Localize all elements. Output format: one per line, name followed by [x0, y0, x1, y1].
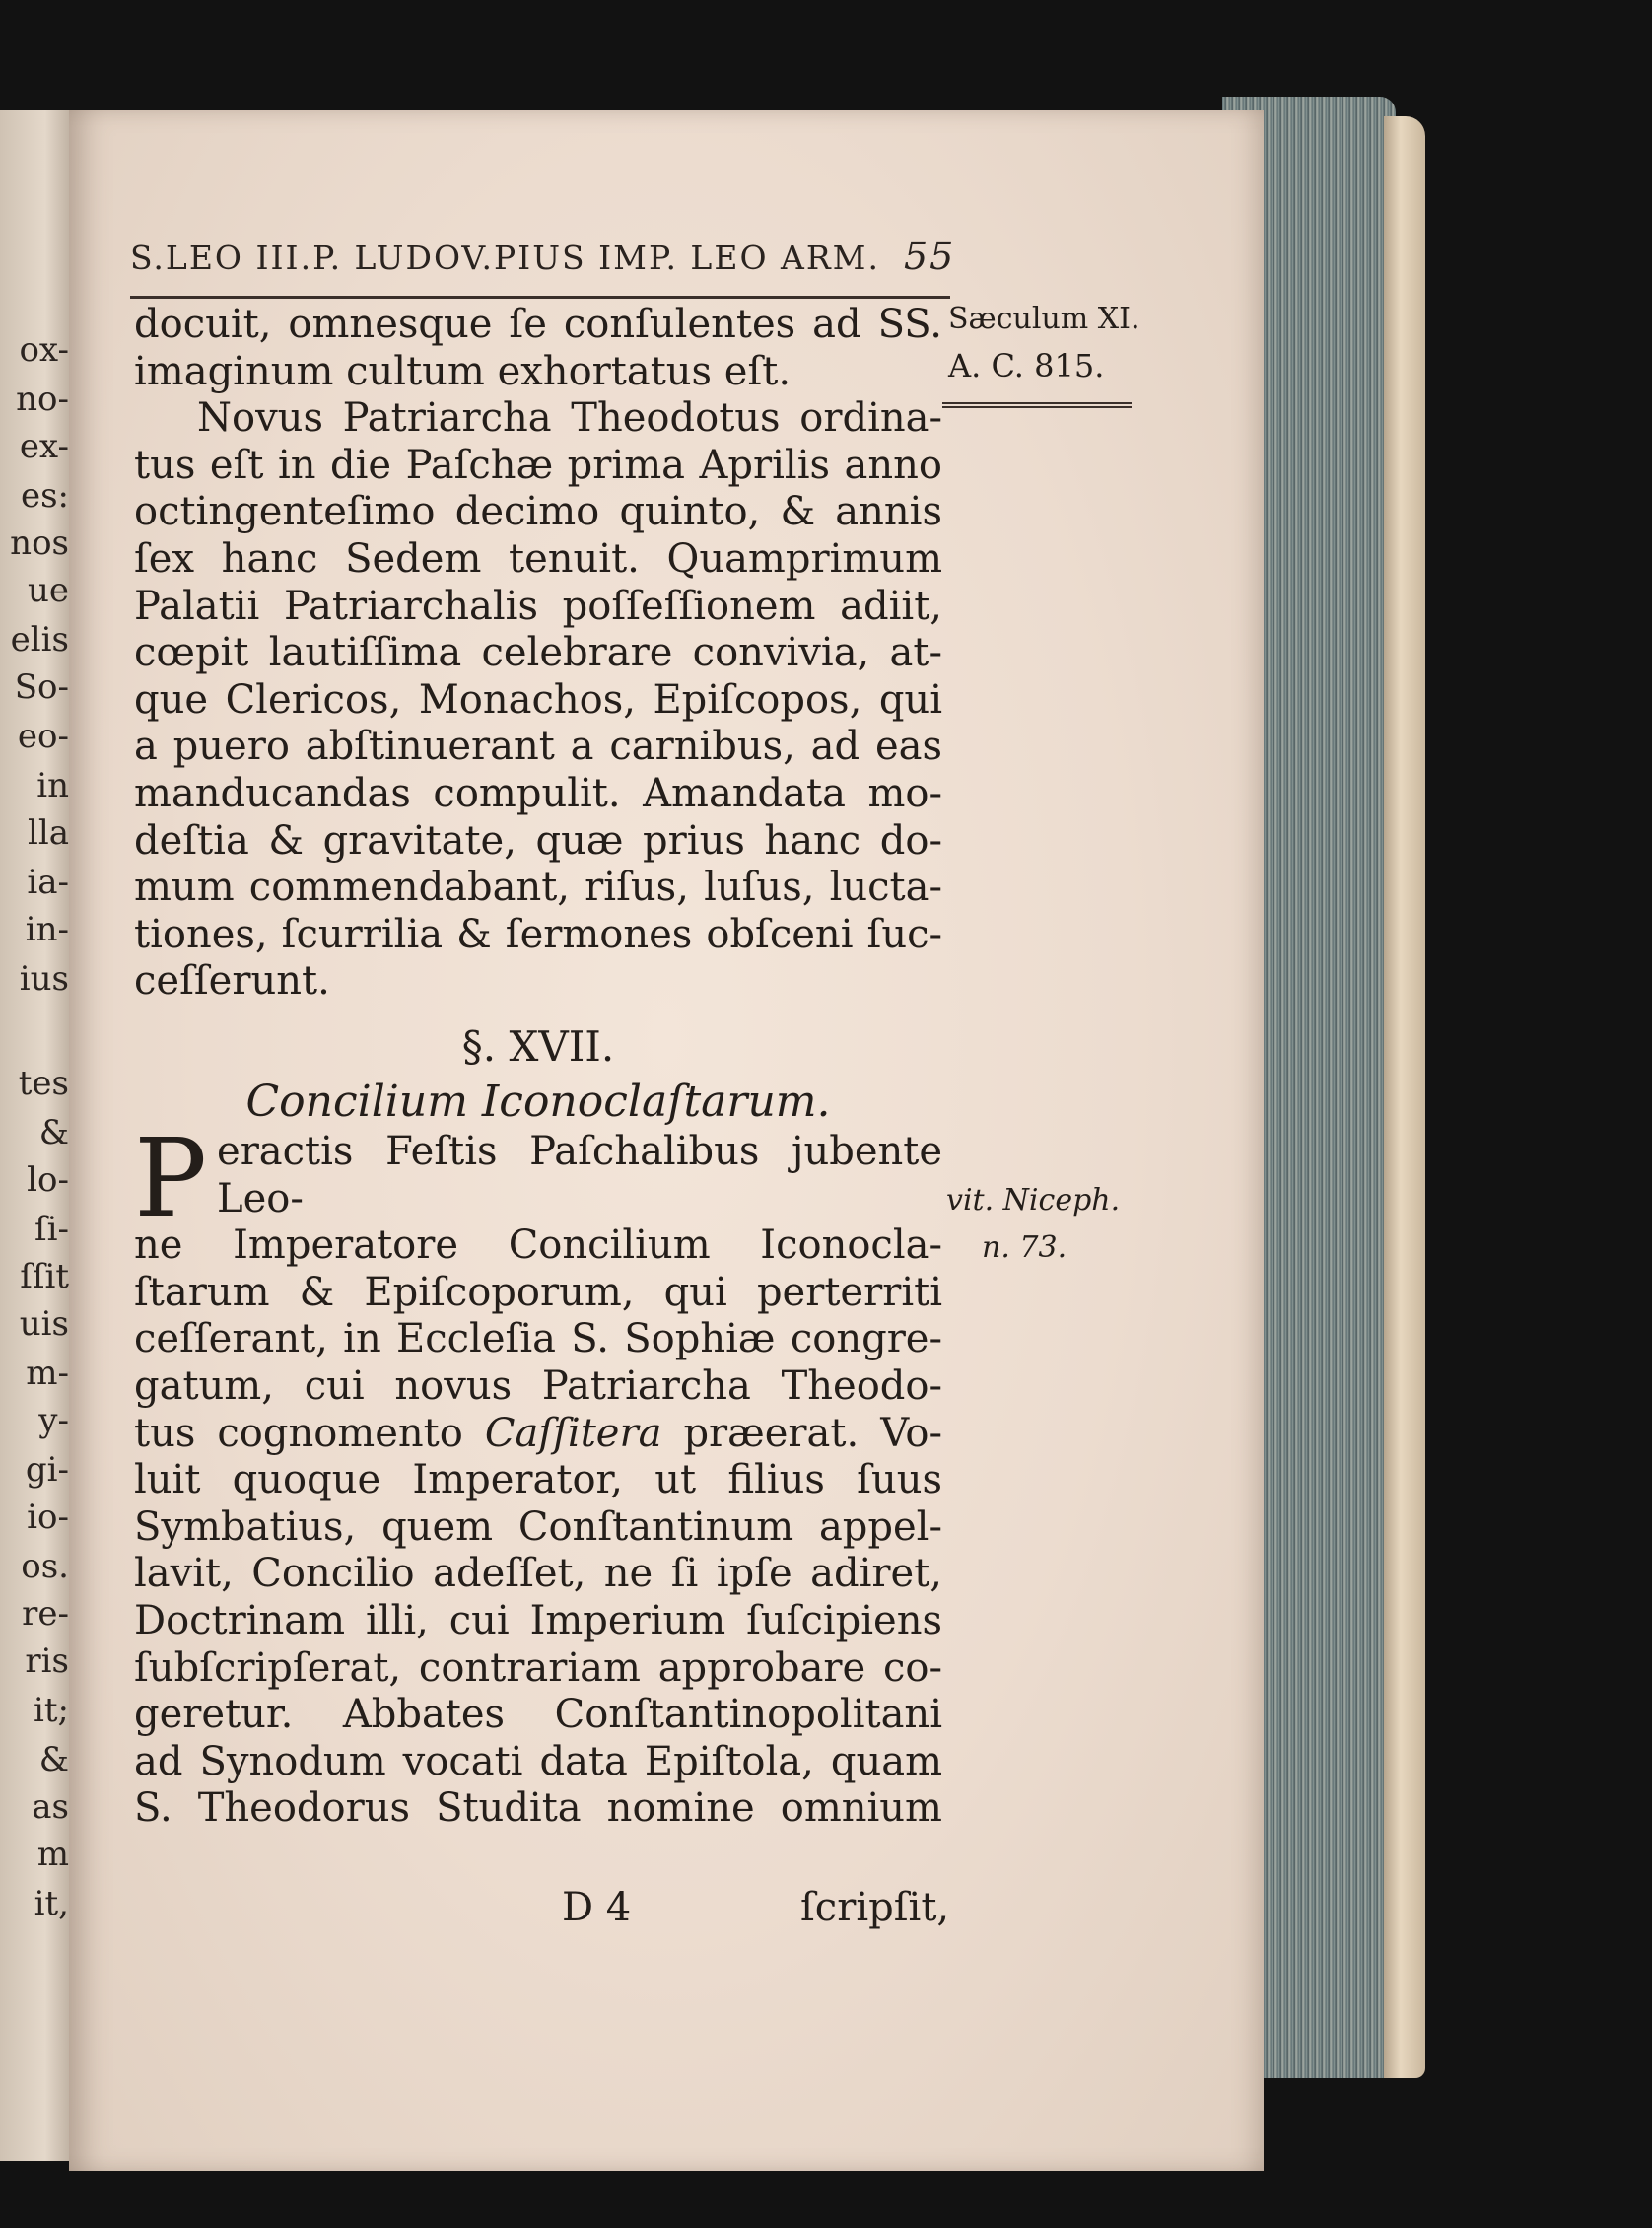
text-segment: præerat. Vo-: [683, 1410, 943, 1456]
running-title: S.LEO III.P. LUDOV.PIUS IMP. LEO ARM.: [130, 239, 880, 277]
margin-fragment: ius: [19, 959, 69, 999]
text-line: ceſſerant, in Eccleſia S. Sophiæ congre-: [134, 1316, 942, 1362]
text-line: manducandas compulit. Amandata mo-: [134, 770, 942, 816]
margin-fragment: it,: [34, 1884, 69, 1923]
margin-fragment: lo-: [27, 1160, 69, 1200]
page-number: 55: [903, 235, 956, 278]
text-line: imaginum cultum exhortatus eſt.: [134, 348, 792, 394]
text-line: lavit, Concilio adeſſet, ne ſi ipſe adiret,: [134, 1551, 942, 1597]
margin-fragment: ox-: [19, 330, 69, 370]
margin-note-reference: vit. Niceph.: [946, 1183, 1121, 1218]
margin-fragment: as: [32, 1787, 69, 1827]
text-line: ſtarum & Epiſcoporum, qui perterriti: [134, 1269, 942, 1315]
text-line: docuit, omnesque ſe conſulentes ad SS.: [134, 302, 942, 347]
margin-note-reference-number: n. 73.: [982, 1230, 1067, 1265]
section-title: Concilium Iconoclaſtarum.: [245, 1076, 831, 1127]
text-line: tus eſt in die Paſchæ prima Aprilis anno: [134, 442, 942, 488]
margin-fragment: es:: [20, 476, 69, 516]
text-line: ad Synodum vocati data Epiſtola, quam: [134, 1738, 942, 1784]
text-segment: tus cognomento: [134, 1410, 463, 1456]
margin-fragment: ex-: [19, 427, 69, 466]
margin-fragment: y-: [38, 1401, 69, 1440]
margin-fragment: eo-: [17, 717, 69, 756]
text-line: que Clericos, Monachos, Epiſcopos, qui: [134, 676, 942, 723]
text-line: Doctrinam illi, cui Imperium ſuſcipiens: [134, 1598, 942, 1644]
margin-fragment: re-: [22, 1594, 69, 1634]
text-line: luit quoque Imperator, ut filius ſuus: [134, 1457, 942, 1503]
text-line: deſtia & gravitate, quæ prius hanc do-: [134, 817, 942, 864]
margin-fragment: nos: [10, 523, 69, 563]
catchword: ſcripſit,: [800, 1885, 950, 1930]
margin-fragment: gi-: [25, 1450, 69, 1490]
margin-fragment: &: [38, 1740, 69, 1779]
text-line: eractis Feſtis Paſchalibus jubente Leo-: [217, 1129, 942, 1221]
margin-fragment: in: [36, 766, 69, 805]
margin-fragment: tes: [18, 1064, 69, 1103]
text-line: Palatii Patriarchalis poſſeſſionem adiit,: [134, 583, 942, 629]
drop-cap: P: [134, 1115, 208, 1242]
margin-note-rule: [942, 402, 1132, 408]
text-line: a puero abſtinuerant a carnibus, ad eas: [134, 724, 942, 770]
body-text: [134, 302, 942, 1833]
signature-mark: D 4: [562, 1885, 632, 1930]
text-line: cœpit lautiſſima celebrare convivia, at-: [134, 630, 942, 676]
margin-fragment: it;: [34, 1691, 69, 1730]
text-line: [134, 1411, 942, 1458]
text-line: octingenteſimo decimo quinto, & annis: [134, 489, 942, 535]
margin-note-century: Sæculum XI.: [948, 302, 1140, 336]
text-line: S. Theodorus Studita nomine omnium: [134, 1785, 942, 1832]
margin-fragment: no-: [16, 380, 69, 419]
running-header: [130, 235, 955, 278]
margin-fragment: m-: [26, 1354, 69, 1393]
margin-fragment: ia-: [27, 863, 69, 902]
margin-fragment: in-: [25, 910, 69, 949]
margin-fragment: lla: [27, 813, 69, 853]
margin-fragment: elis: [10, 620, 69, 660]
text-line: ceſſerunt.: [134, 958, 330, 1005]
margin-fragment: ſſit: [20, 1257, 69, 1296]
paragraph-with-drop-cap: [134, 1115, 943, 1833]
margin-fragment: ſi-: [34, 1210, 69, 1249]
text-line: gatum, cui novus Patriarcha Theodo-: [134, 1363, 942, 1410]
italic-name: Caſſitera: [484, 1410, 662, 1456]
margin-fragment: So-: [14, 667, 69, 707]
margin-note-year: A. C. 815.: [948, 347, 1105, 384]
margin-fragment: ue: [27, 571, 69, 610]
margin-fragment: os.: [21, 1547, 69, 1586]
text-line: ſex hanc Sedem tenuit. Quamprimum: [134, 535, 942, 582]
facing-page-edge: [0, 110, 75, 2161]
margin-fragment: &: [38, 1113, 69, 1152]
text-line: geretur. Abbates Conſtantinopolitani: [134, 1692, 942, 1738]
margin-fragment: io-: [27, 1497, 69, 1537]
margin-fragment: m: [36, 1835, 69, 1874]
text-line: Novus Patriarcha Theodotus ordina-: [197, 395, 942, 442]
text-line: Symbatius, quem Conſtantinum appel-: [134, 1503, 942, 1550]
text-line: mum commendabant, riſus, luſus, lucta-: [134, 865, 942, 911]
margin-fragment: ris: [25, 1641, 69, 1681]
text-line: ne Imperatore Concilium Iconocla-: [134, 1222, 942, 1269]
text-line: tiones, ſcurrilia & ſermones obſceni ſuc-: [134, 911, 942, 957]
margin-fragment: uis: [19, 1304, 69, 1344]
section-heading: §. XVII.: [461, 1021, 615, 1071]
header-rule: [130, 296, 950, 299]
text-line: ſubſcripſerat, contrariam approbare co-: [134, 1644, 942, 1691]
